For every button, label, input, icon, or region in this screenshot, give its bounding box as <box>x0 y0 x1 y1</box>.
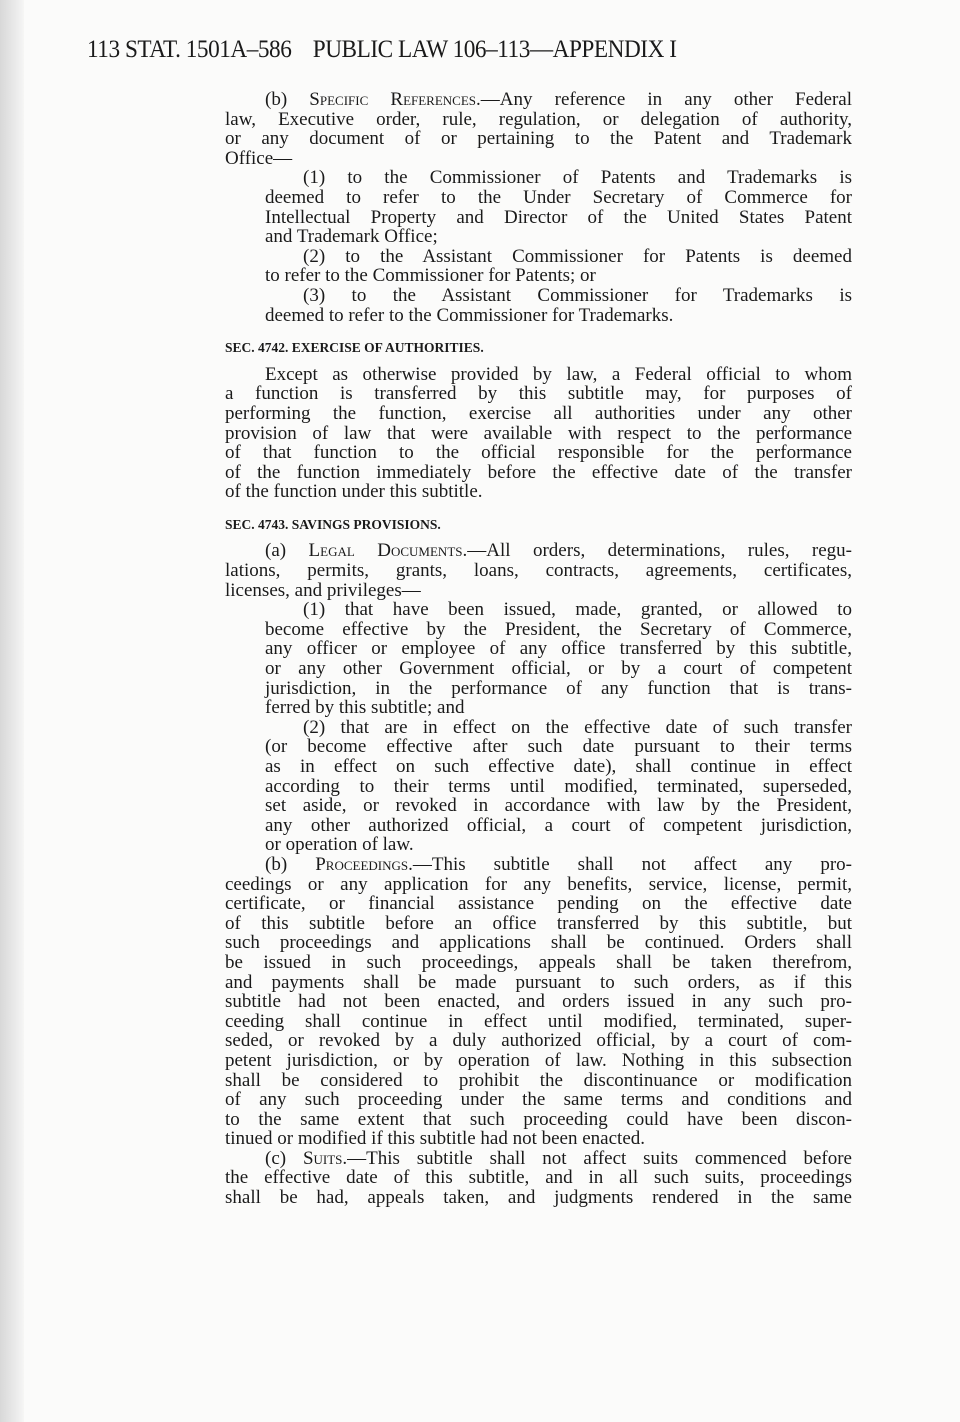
paragraph <box>225 168 852 246</box>
text-line: Except as otherwise provided by law, a Federal official to whom <box>265 363 852 385</box>
text-line: certificate, or financial assistance pending on the effective date <box>225 893 852 915</box>
text-line: or any document of or pertaining to the Patent and Trademark <box>225 128 852 150</box>
text-line: performing the function, exercise all authorities under any other <box>225 402 852 424</box>
text-line: (1) to the Commissioner of Patents and Trademarks is <box>303 167 852 189</box>
paragraph <box>225 541 852 600</box>
text-line <box>265 90 852 110</box>
text-line: of the function immediately before the effective date of the transfer <box>225 461 852 483</box>
subsection-heading: Suits. <box>302 1147 348 1169</box>
subsection-heading: Specific References. <box>309 89 481 110</box>
text-line: according to their terms until modified, terminated, superseded, <box>265 775 852 797</box>
text-line: (or become effective after such date pursuant to their terms <box>265 736 852 758</box>
text-line: shall be considered to prohibit the discontinuance or modification <box>225 1069 852 1091</box>
paragraph <box>225 365 852 502</box>
text-line: as in effect on such effective date), shall continue in effect <box>265 756 852 777</box>
text-line: provision of law that were available with respect to the performance <box>225 422 852 444</box>
text-line: to the same extent that such proceeding could have been discon- <box>225 1108 852 1130</box>
scan-margin-strip <box>0 0 24 1422</box>
text-line: subtitle had not been enacted, and orders issued in any such pro- <box>225 991 852 1013</box>
paragraph <box>225 1149 852 1208</box>
text-line: shall be had, appeals taken, and judgments rendered in the same <box>225 1187 852 1209</box>
text-line: to refer to the Commissioner for Patents; or <box>265 265 596 287</box>
text-line: Intellectual Property and Director of the United States Patent <box>265 206 852 228</box>
text-line: of this subtitle before an office transferred by this subtitle, but <box>225 912 852 934</box>
text-line: lations, permits, grants, loans, contracts, agreements, certificates, <box>225 560 852 582</box>
text-run: (c) <box>265 1147 303 1169</box>
text-line: or operation of law. <box>265 834 414 856</box>
section-heading: SEC. 4743. SAVINGS PROVISIONS. <box>225 516 441 532</box>
text-line: ferred by this subtitle; and <box>265 697 465 719</box>
text-line: jurisdiction, in the performance of any function that is trans- <box>265 677 852 699</box>
text-line: or any other Government official, or by a court of competent <box>265 658 852 680</box>
text-line: of the function under this subtitle. <box>225 481 483 503</box>
text-line <box>265 855 852 875</box>
text-line: set aside, or revoked in accordance with law by the President, <box>265 795 852 817</box>
section-heading: SEC. 4742. EXERCISE OF AUTHORITIES. <box>225 340 484 356</box>
text-line <box>265 541 852 561</box>
paragraph <box>225 600 852 718</box>
paragraph <box>225 718 852 855</box>
text-line: (3) to the Assistant Commissioner for Trademarks is <box>303 284 852 306</box>
paragraph <box>225 286 852 325</box>
text-line: petent jurisdiction, or by operation of law. Nothing in this subsection <box>225 1049 852 1071</box>
text-line: and Trademark Office; <box>265 226 438 248</box>
text-run: —This subtitle shall not affect suits commenced before <box>347 1147 852 1169</box>
text-line: of that function to the official responsible for the performance <box>225 442 852 464</box>
text-line: seded, or revoked by a duly authorized official, by a court of com- <box>225 1030 852 1052</box>
paragraph <box>225 855 852 1149</box>
text-line: ceedings or any application for any benefits, service, license, permit, <box>225 873 852 895</box>
text-line: of any such proceeding under the same terms and conditions and <box>225 1089 852 1111</box>
text-line: and payments shall be made pursuant to such orders, as if this <box>225 971 852 993</box>
document-body <box>225 90 852 1208</box>
text-line: a function is transferred by this subtitle may, for purposes of <box>225 383 852 405</box>
paragraph <box>225 90 852 168</box>
text-line: tinued or modified if this subtitle had not been enacted. <box>225 1128 646 1150</box>
text-line: (2) that are in effect on the effective date of such transfer <box>303 716 852 738</box>
paragraph <box>225 247 852 286</box>
text-run: (b) <box>265 89 310 110</box>
text-line: Office— <box>225 147 293 169</box>
text-line: deemed to refer to the Commissioner for Trademarks. <box>265 304 674 326</box>
text-line: such proceedings and applications shall be continued. Orders shall <box>225 932 852 954</box>
text-run: —All orders, determinations, rules, regu- <box>467 540 852 562</box>
page-header: 113 STAT. 1501A–586 PUBLIC LAW 106–113—APPENDIX I <box>87 36 677 63</box>
text-line: become effective by the President, the Secretary of Commerce, <box>265 618 852 640</box>
text-line: be issued in such proceedings, appeals shall be taken therefrom, <box>225 951 852 973</box>
text-line: licenses, and privileges— <box>225 579 421 601</box>
text-line: any officer or employee of any office transferred by this subtitle, <box>265 638 852 660</box>
text-run: (b) <box>265 853 316 875</box>
subsection-heading: Legal Documents. <box>308 540 468 562</box>
text-line: any other authorized official, a court of competent jurisdiction, <box>265 814 852 836</box>
text-line: law, Executive order, rule, regulation, or delegation of authority, <box>225 108 852 130</box>
text-line: the effective date of this subtitle, and in all such suits, proceedings <box>225 1167 852 1189</box>
text-line: (2) to the Assistant Commissioner for Patents is deemed <box>303 245 852 267</box>
text-run: —Any reference in any other Federal <box>480 89 853 110</box>
text-run: (a) <box>265 540 309 562</box>
text-line: (1) that have been issued, made, granted, or allowed to <box>303 599 852 621</box>
subsection-heading: Proceedings. <box>315 853 413 875</box>
text-line <box>265 1149 852 1169</box>
text-run: —This subtitle shall not affect any pro- <box>412 853 852 875</box>
text-line: deemed to refer to the Under Secretary of Commerce for <box>265 186 852 208</box>
text-line: ceeding shall continue in effect until modified, terminated, super- <box>225 1010 852 1032</box>
